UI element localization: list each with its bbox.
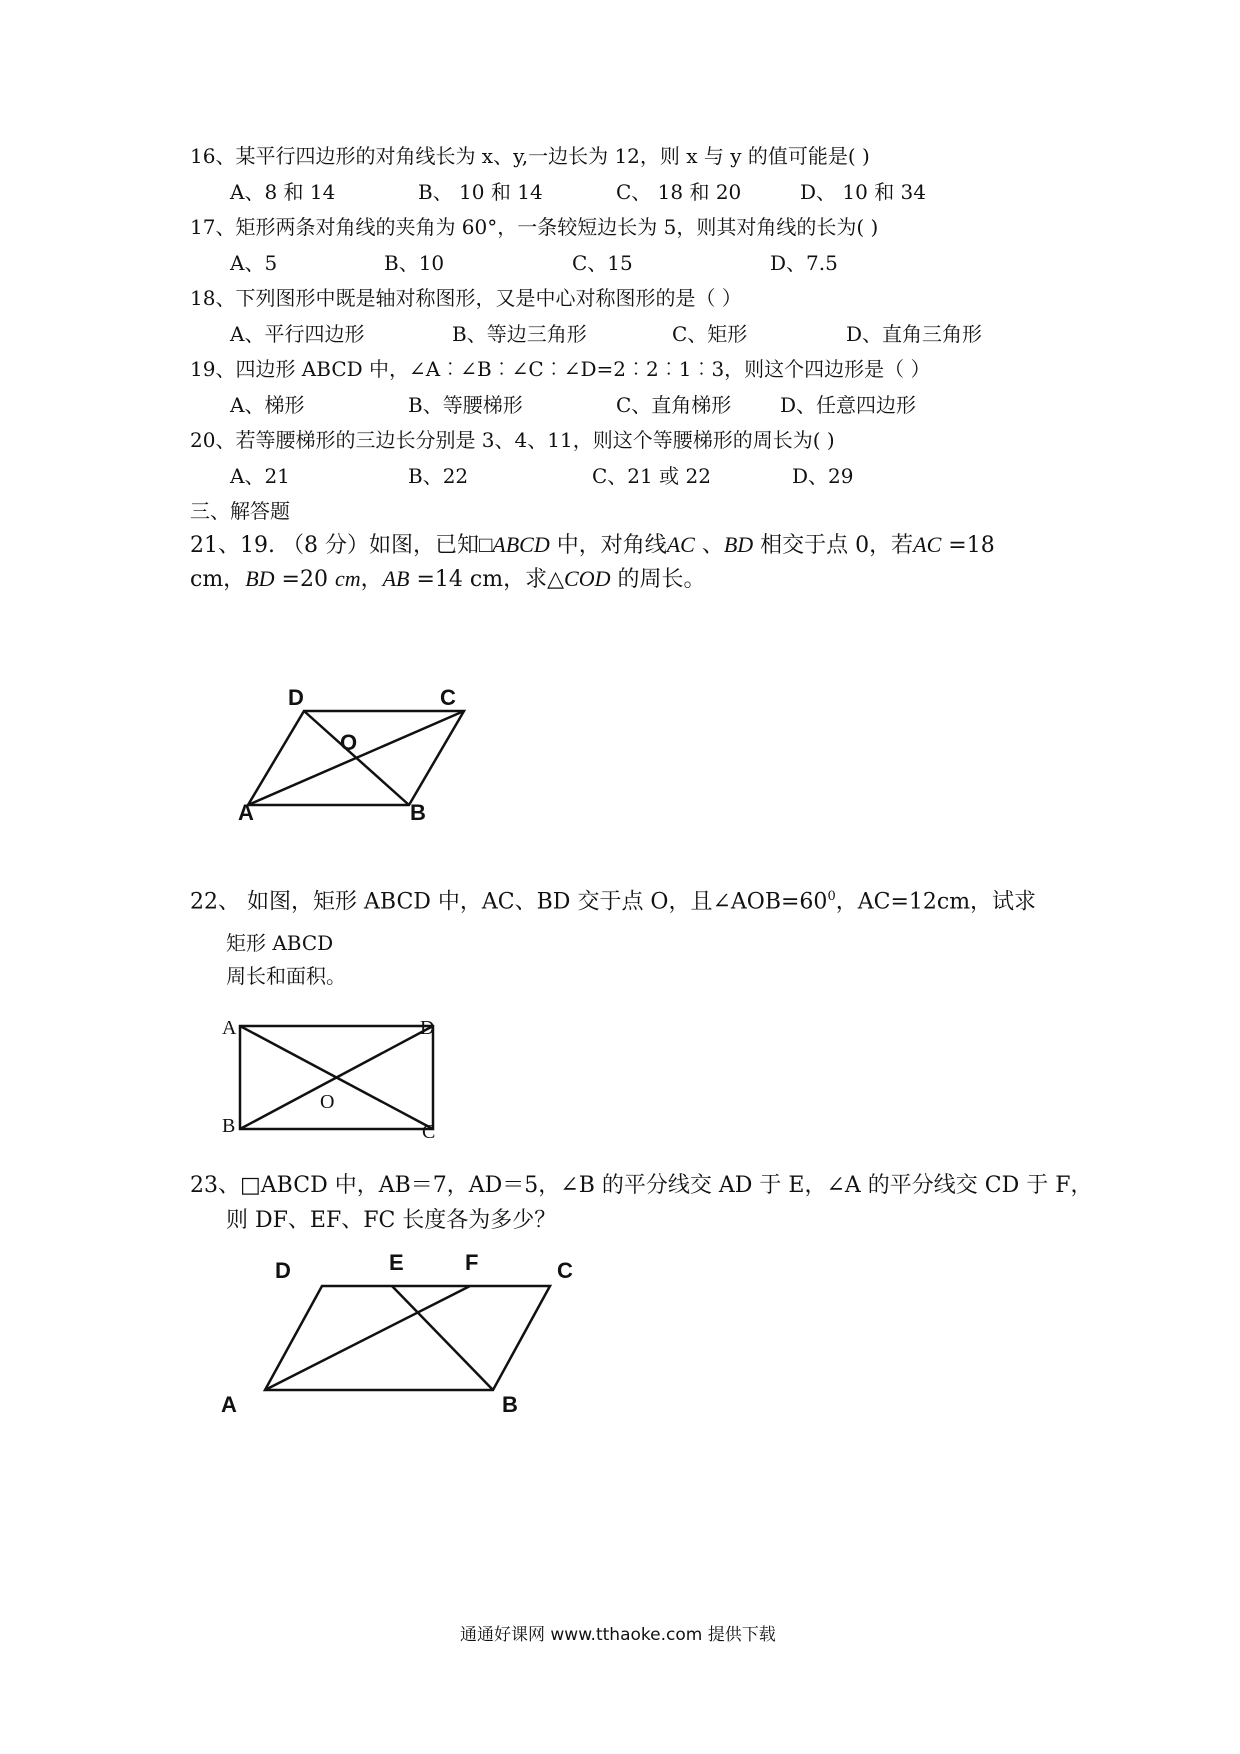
- question-21-mid2: 、: [694, 533, 724, 558]
- question-16-option-c: C、 18 和 20: [616, 180, 742, 204]
- question-18-text: 18、下列图形中既是轴对称图形，又是中心对称图形的是（ ）: [190, 286, 742, 310]
- question-23-line-1: 23、□ABCD 中，AB＝7，AD＝5，∠B 的平分线交 AD 于 E，∠A 的平分线交 CD 于 F，: [190, 1173, 1093, 1198]
- vertex-label-f: F: [465, 1250, 479, 1275]
- vertex-label-o: O: [320, 1091, 335, 1113]
- vertex-label-a: A: [221, 1392, 237, 1417]
- question-21-prefix: 21、19. （8 分）如图，已知: [190, 533, 479, 558]
- question-22-main: AC、BD 交于点 O，且∠AOB=60: [481, 889, 828, 915]
- question-21-val1: =18: [941, 533, 995, 558]
- vertex-label-a: A: [222, 1017, 237, 1039]
- question-22-line-1: [190, 890, 1036, 913]
- question-21-tail: 的周长。: [610, 567, 706, 592]
- vertex-label-b: B: [502, 1392, 518, 1417]
- question-20-option-a: A、21: [230, 464, 290, 488]
- question-22-prefix: 22、 如图，矩形 ABCD 中，: [190, 889, 482, 915]
- question-19-option-c: C、直角梯形: [616, 393, 732, 417]
- question-21-mid1: 中，对角线: [549, 533, 667, 558]
- question-21-val2: =20: [274, 567, 335, 592]
- label-ac-2: AC: [913, 532, 942, 557]
- diagonal-bd: [304, 711, 409, 805]
- question-21-mid3: 相交于点 0，若: [753, 533, 914, 558]
- question-20-option-b: B、22: [408, 464, 469, 488]
- vertex-label-o: O: [340, 730, 358, 755]
- question-23-line-2: 则 DF、EF、FC 长度各为多少？: [226, 1208, 557, 1233]
- question-17-option-a: A、5: [230, 251, 278, 275]
- label-abcd: ABCD: [492, 532, 550, 557]
- question-22-line-3: 周长和面积。: [226, 964, 346, 988]
- vertex-label-a: A: [238, 800, 254, 820]
- question-18-option-c: C、矩形: [672, 322, 748, 346]
- vertex-label-c: C: [557, 1258, 573, 1283]
- question-21-sep: ，: [360, 567, 383, 592]
- question-19-option-a: A、梯形: [230, 393, 305, 417]
- question-21-unit1: cm，: [190, 567, 246, 592]
- question-18-option-a: A、平行四边形: [230, 322, 365, 346]
- question-21-line-2: [190, 568, 705, 591]
- label-bd-2: BD: [245, 566, 275, 591]
- question-21-line-1: [190, 534, 995, 557]
- question-16-option-a: A、8 和 14: [230, 180, 336, 204]
- question-17-option-c: C、15: [572, 251, 633, 275]
- vertex-label-e: E: [389, 1250, 404, 1275]
- vertex-label-d: D: [275, 1258, 291, 1283]
- question-22-tail: ，AC=12cm，试求: [835, 889, 1037, 915]
- question-16-option-d: D、 10 和 34: [800, 180, 927, 204]
- question-19-option-d: D、任意四边形: [780, 393, 917, 417]
- question-17-option-d: D、7.5: [770, 251, 838, 275]
- question-20-option-c: C、21 或 22: [592, 464, 711, 488]
- question-17-text: 17、矩形两条对角线的夹角为 60°，一条较短边长为 5，则其对角线的长为( ): [190, 215, 879, 239]
- figure-21-parallelogram: [230, 680, 470, 824]
- question-18-option-d: D、直角三角形: [846, 322, 983, 346]
- label-cod: COD: [564, 566, 611, 591]
- vertex-label-b: B: [222, 1115, 236, 1137]
- question-18-option-b: B、等边三角形: [452, 322, 587, 346]
- question-20-text: 20、若等腰梯形的三边长分别是 3、4、11，则这个等腰梯形的周长为( ): [190, 428, 835, 452]
- figure-22-rectangle: [220, 1010, 450, 1144]
- question-19-option-b: B、等腰梯形: [408, 393, 523, 417]
- degree-superscript: 0: [827, 889, 836, 904]
- label-bd: BD: [723, 532, 754, 557]
- figure-23-parallelogram: [215, 1250, 595, 1424]
- vertex-label-b: B: [410, 800, 426, 820]
- parallelogram-symbol: □: [478, 532, 493, 557]
- label-ac: AC: [666, 532, 695, 557]
- page-footer: 通通好课网 www.tthaoke.com 提供下载: [460, 1625, 776, 1645]
- vertex-label-d: D: [420, 1017, 435, 1039]
- bisector-be: [392, 1286, 493, 1390]
- question-20-option-d: D、29: [792, 464, 854, 488]
- vertex-label-d: D: [288, 685, 304, 710]
- question-22-line-2: 矩形 ABCD: [226, 931, 334, 955]
- question-17-option-b: B、10: [384, 251, 445, 275]
- vertex-label-c: C: [440, 685, 456, 710]
- vertex-label-c: C: [422, 1121, 436, 1140]
- label-ab: AB: [382, 566, 410, 591]
- question-19-text: 19、四边形 ABCD 中，∠A︰∠B︰∠C︰∠D=2︰2︰1︰3，则这个四边形是（ ）: [190, 357, 931, 381]
- question-16-text: 16、某平行四边形的对角线长为 x、y,一边长为 12，则 x 与 y 的值可能是( ): [190, 144, 870, 168]
- unit-cm-italic: cm: [334, 566, 361, 591]
- question-21-val3: =14 cm，求△: [409, 567, 565, 592]
- bisector-af: [265, 1286, 470, 1390]
- section-heading: 三、解答题: [190, 499, 290, 523]
- question-16-option-b: B、 10 和 14: [418, 180, 543, 204]
